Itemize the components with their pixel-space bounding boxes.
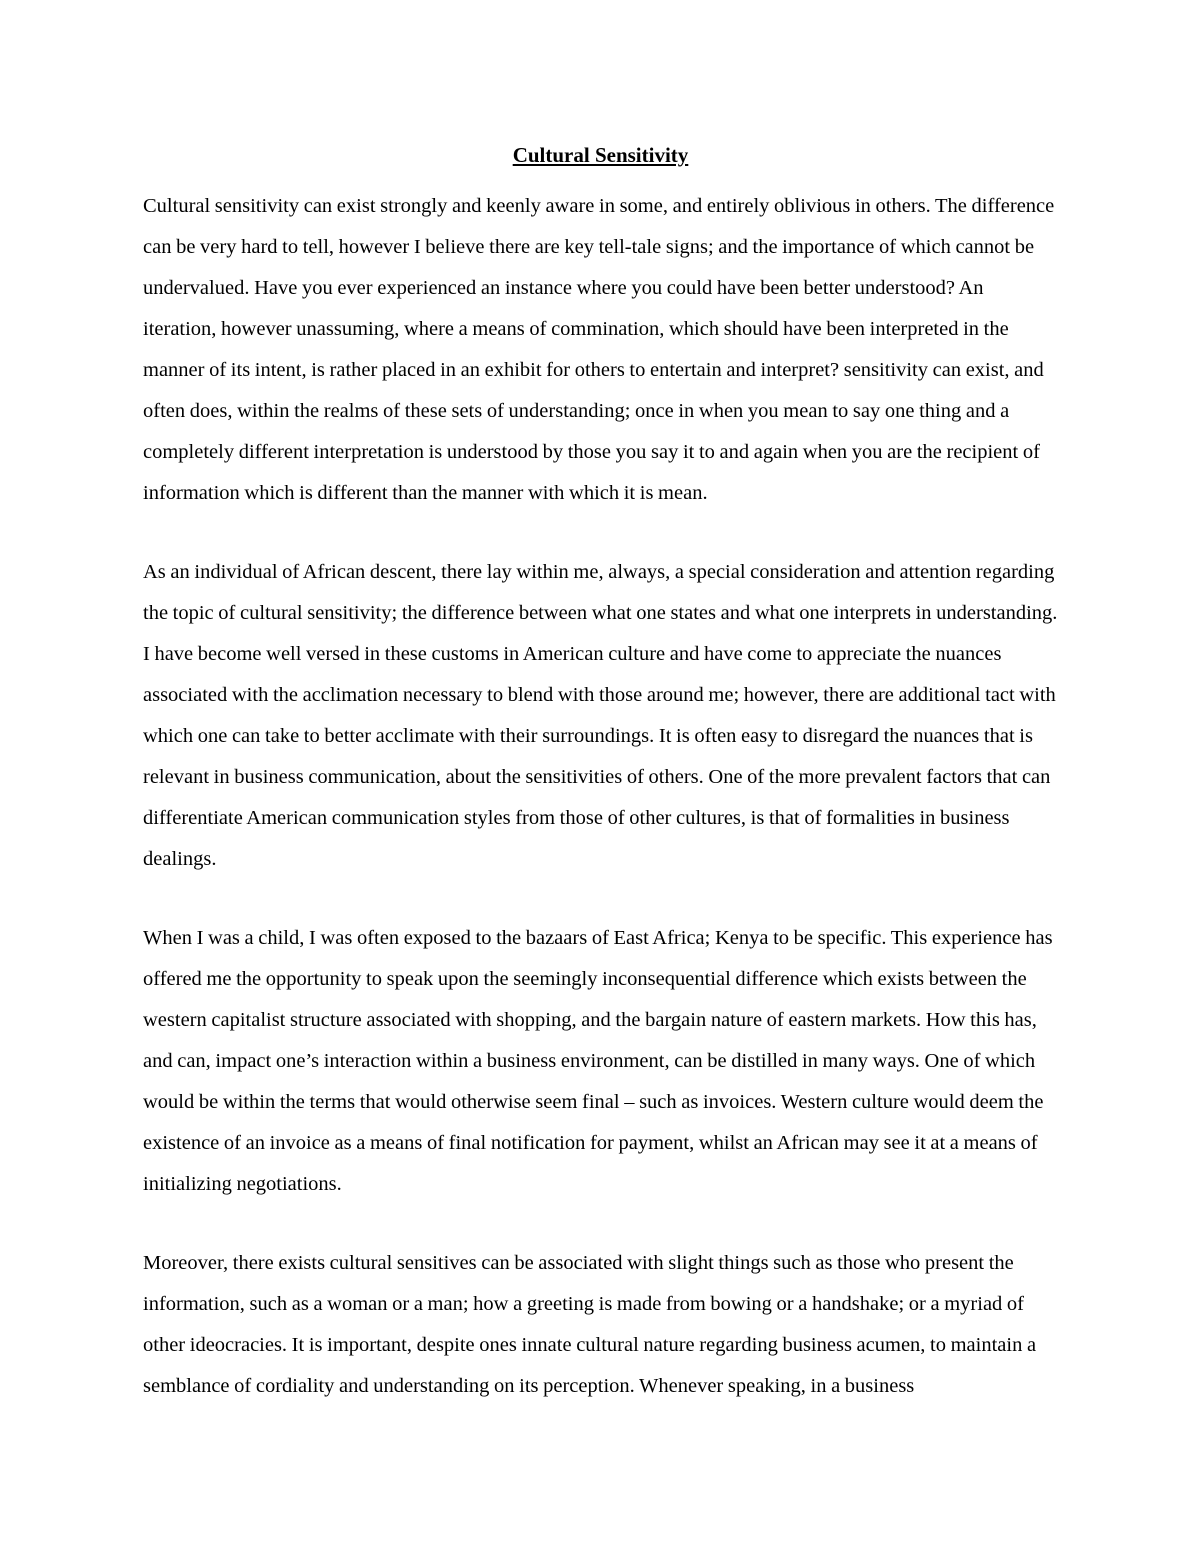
document-title: Cultural Sensitivity — [512, 143, 689, 167]
paragraph-2: As an individual of African descent, there lay within me, always, a special consideration and attention regarding the topic of cultural sensitivity; the difference between what one states and what one interprets in understanding. I have become well versed in these customs in American culture and have come to appreciate the nuances associated with the acclimation necessary to blend with those around me; however, there are additional tact with which one can take to better acclimate with their surroundings. It is often easy to disregard the nuances that is relevant in business communication, about the sensitivities of others. One of the more prevalent factors that can differentiate American communication styles from those of other cultures, is that of formalities in business dealings. — [143, 561, 1058, 871]
paragraph-1: Cultural sensitivity can exist strongly and keenly aware in some, and entirely oblivious in others. The difference can be very hard to tell, however I believe there are key tell-tale signs; and the importance of which cannot be undervalued. Have you ever experienced an instance where you could have been better understood? An iteration, however unassuming, where a means of commination, which should have been interpreted in the manner of its intent, is rather placed in an exhibit for others to entertain and interpret? sensitivity can exist, and often does, within the realms of these sets of understanding; once in when you mean to say one thing and a completely different interpretation is understood by those you say it to and again when you are the recipient of information which is different than the manner with which it is mean. — [143, 195, 1055, 505]
paragraph-4: Moreover, there exists cultural sensitives can be associated with slight things such as those who present the information, such as a woman or a man; how a greeting is made from bowing or a handshake; or a myriad of other ideocracies. It is important, despite ones innate cultural nature regarding business acumen, to maintain a semblance of cordiality and understanding on its perception. Whenever speaking, in a business — [143, 1252, 1037, 1398]
paragraph-3: When I was a child, I was often exposed to the bazaars of East Africa; Kenya to be specific. This experience has offered me the opportunity to speak upon the seemingly inconsequential difference which exists between the western capitalist structure associated with shopping, and the bargain nature of eastern markets. How this has, and can, impact one’s interaction within a business environment, can be distilled in many ways. One of which would be within the terms that would otherwise seem final – such as invoices. Western culture would deem the existence of an invoice as a means of final notification for payment, whilst an African may see it at a means of initializing negotiations. — [143, 927, 1053, 1196]
